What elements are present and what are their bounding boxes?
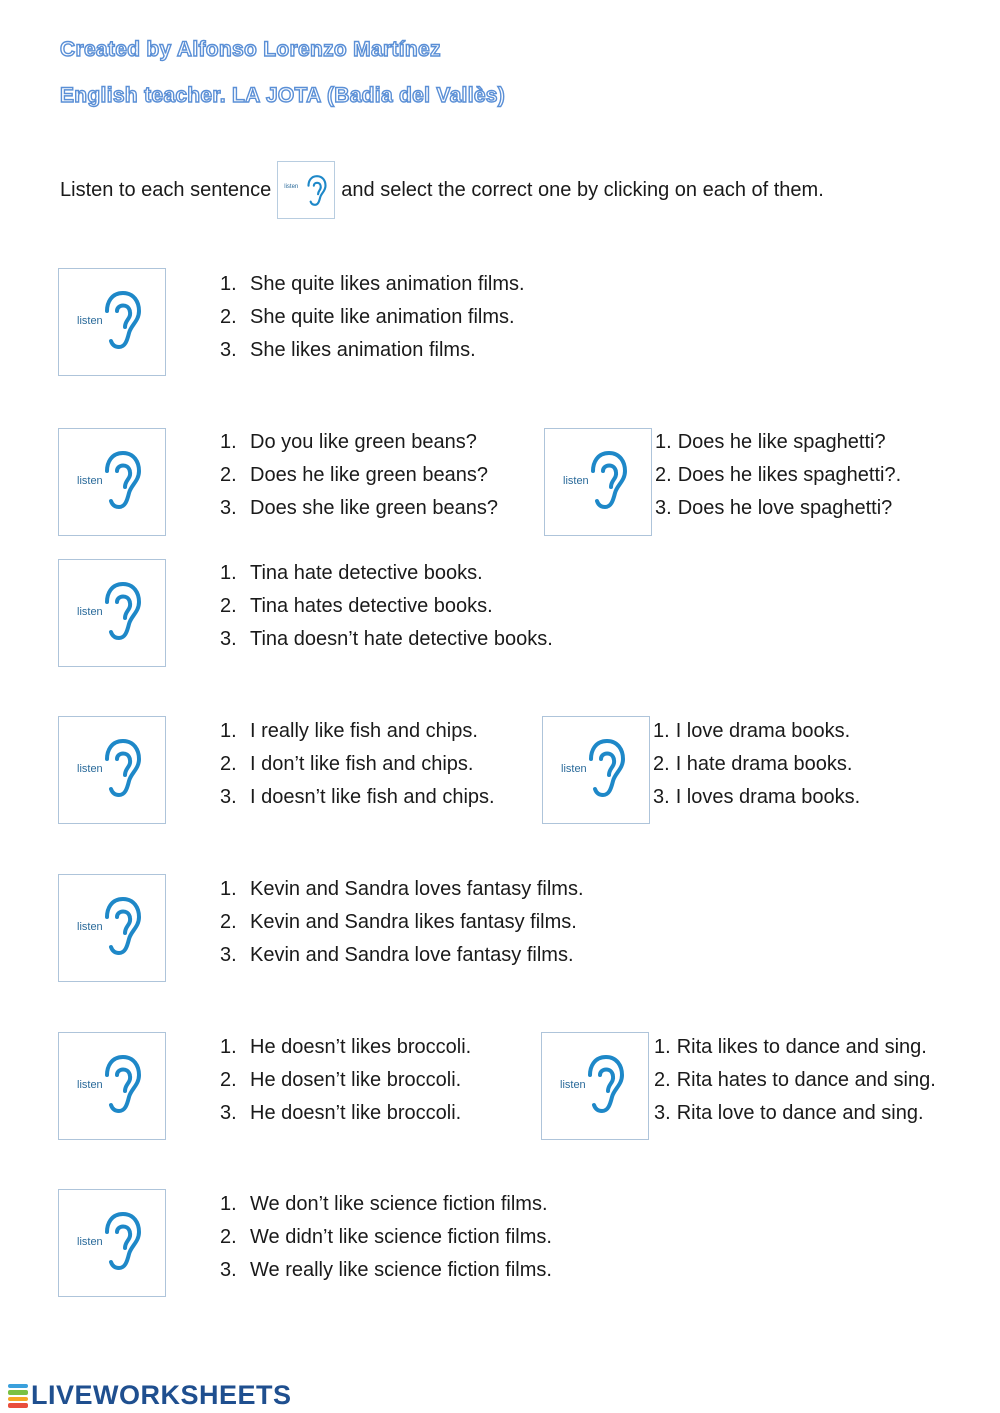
option[interactable]: 1. Do you like green beans? (220, 431, 477, 453)
option[interactable]: 3. She likes animation films. (220, 339, 476, 361)
ear-icon (103, 737, 143, 801)
listen-label: listen (77, 763, 103, 775)
option[interactable]: 1. I really like fish and chips. (220, 720, 478, 742)
option-list (655, 426, 901, 525)
option[interactable]: 3. We really like science fiction films. (220, 1259, 552, 1281)
option[interactable]: 2. Rita hates to dance and sing. (654, 1069, 936, 1091)
option-list (654, 1031, 936, 1130)
option[interactable]: 2. We didn’t like science fiction films. (220, 1226, 552, 1248)
option[interactable]: 2. Kevin and Sandra likes fantasy films. (220, 911, 577, 933)
option[interactable]: 3. Tina doesn’t hate detective books. (220, 628, 553, 650)
ear-icon (103, 580, 143, 644)
listen-button[interactable] (544, 428, 652, 536)
option[interactable]: 3. I loves drama books. (653, 786, 861, 808)
listen-label: listen (560, 1079, 586, 1091)
option[interactable]: 2. I hate drama books. (653, 753, 853, 775)
option[interactable]: 2. Does he likes spaghetti?. (655, 464, 902, 486)
listen-label: listen (77, 1236, 103, 1248)
option[interactable]: 2. He dosen’t like broccoli. (220, 1069, 462, 1091)
listen-button[interactable] (58, 874, 166, 982)
ear-icon (586, 1053, 626, 1117)
option[interactable]: 3. He doesn’t like broccoli. (220, 1102, 462, 1124)
ear-icon (103, 289, 143, 353)
logo-stripe (8, 1403, 28, 1408)
option[interactable]: 2. Tina hates detective books. (220, 595, 493, 617)
logo-stripe (8, 1390, 28, 1395)
option[interactable]: 1. We don’t like science fiction films. (220, 1193, 548, 1215)
listen-button[interactable] (542, 716, 650, 824)
option[interactable]: 2. Does he like green beans? (220, 464, 488, 486)
ear-icon (103, 1210, 143, 1274)
listen-button[interactable] (58, 559, 166, 667)
listen-label: listen (77, 315, 103, 327)
ear-icon (589, 449, 629, 513)
listen-label: listen (77, 1079, 103, 1091)
listen-label: listen (561, 763, 587, 775)
option[interactable]: 1. Kevin and Sandra loves fantasy films. (220, 878, 584, 900)
instruction (60, 160, 824, 220)
option-list (220, 268, 525, 367)
option-list (653, 715, 860, 814)
listen-button[interactable] (58, 268, 166, 376)
option[interactable]: 1. Tina hate detective books. (220, 562, 483, 584)
listen-label: listen (77, 921, 103, 933)
option[interactable]: 3. Rita love to dance and sing. (654, 1102, 924, 1124)
listen-label: listen (77, 606, 103, 618)
school-line: English teacher. LA JOTA (Badia del Vallès) (60, 84, 506, 107)
logo-mark-icon (8, 1383, 28, 1409)
option[interactable]: 1. Does he like spaghetti? (655, 431, 886, 453)
option[interactable]: 1. She quite likes animation films. (220, 273, 525, 295)
instruction-text-after: and select the correct one by clicking on each of them. (341, 178, 824, 201)
option-list (220, 1188, 552, 1287)
ear-icon (587, 737, 627, 801)
option[interactable]: 1. I love drama books. (653, 720, 851, 742)
option[interactable]: 3. Does he love spaghetti? (655, 497, 893, 519)
option[interactable]: 1. He doesn’t likes broccoli. (220, 1036, 472, 1058)
option[interactable]: 3. Does she like green beans? (220, 497, 498, 519)
liveworksheets-logo[interactable] (8, 1380, 292, 1411)
listen-label: listen (563, 475, 589, 487)
listen-label: listen (77, 475, 103, 487)
logo-stripe (8, 1397, 28, 1402)
listen-button[interactable] (58, 1189, 166, 1297)
option-list (220, 715, 495, 814)
brand-name: LIVEWORKSHEETS (31, 1380, 292, 1410)
instruction-text-before: Listen to each sentence (60, 178, 272, 201)
option[interactable]: 2. She quite like animation films. (220, 306, 515, 328)
logo-stripe (8, 1384, 28, 1389)
listen-label: listen (284, 184, 299, 190)
listen-button[interactable] (58, 428, 166, 536)
ear-icon (103, 1053, 143, 1117)
ear-icon (103, 895, 143, 959)
listen-button[interactable] (58, 716, 166, 824)
option-list (220, 873, 584, 972)
listen-button[interactable] (58, 1032, 166, 1140)
ear-icon (103, 449, 143, 513)
option[interactable]: 3. I doesn’t like fish and chips. (220, 786, 495, 808)
option[interactable]: 1. Rita likes to dance and sing. (654, 1036, 927, 1058)
option-list (220, 426, 498, 525)
author-line: Created by Alfonso Lorenzo Martínez (60, 38, 441, 61)
option[interactable]: 2. I don’t like fish and chips. (220, 753, 474, 775)
listen-button[interactable] (541, 1032, 649, 1140)
option-list (220, 1031, 471, 1130)
ear-icon (306, 174, 328, 208)
option-list (220, 557, 553, 656)
option[interactable]: 3. Kevin and Sandra love fantasy films. (220, 944, 574, 966)
listen-icon-example (277, 161, 335, 219)
